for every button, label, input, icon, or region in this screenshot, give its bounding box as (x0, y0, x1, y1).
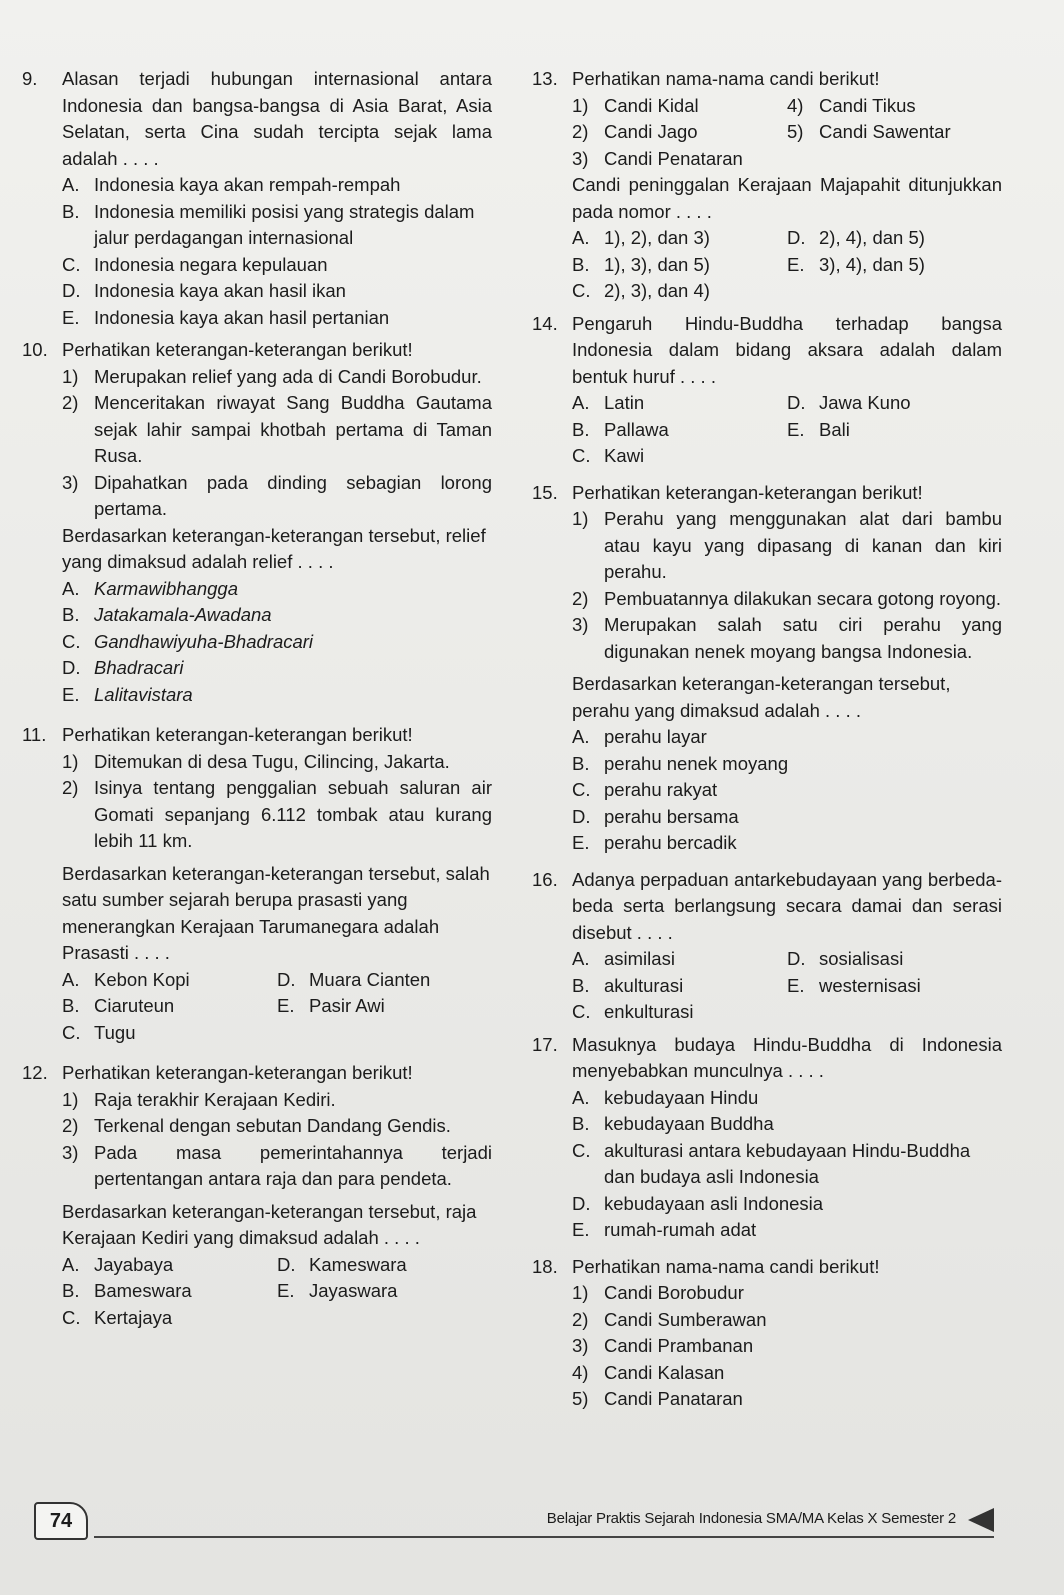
option-text: Muara Cianten (309, 968, 431, 990)
option-letter: B. (572, 418, 590, 440)
option (572, 252, 787, 279)
statement (787, 93, 1002, 120)
option-letter: B. (62, 1280, 80, 1301)
question-prompt: Candi peninggalan Kerajaan Majapahit ditunjukkan pada nomor . . . . (572, 174, 1002, 222)
option (22, 682, 492, 709)
option-letter: C. (62, 1306, 81, 1328)
option-text: Lalitavistara (94, 683, 193, 705)
question-number: 9. (22, 68, 38, 89)
option-letter: B. (572, 253, 590, 275)
question-prompt: Berdasarkan keterangan-keterangan tersebut, salah satu sumber sejarah berupa prasasti yang menerangkan Kerajaan Tarumanegara adalah Prasasti . . . . (62, 862, 490, 963)
question-17 (532, 1032, 1002, 1244)
question-stem: Perhatikan nama-nama candi berikut! (572, 1255, 880, 1277)
option (572, 946, 787, 973)
option-text: Indonesia negara kepulauan (94, 253, 328, 275)
option-text: enkulturasi (604, 1001, 694, 1022)
statement-text: Merupakan relief yang ada di Candi Borobudur. (94, 365, 482, 387)
statement (532, 1280, 1002, 1307)
option-row (532, 973, 1002, 1000)
statement-number: 3) (572, 1335, 589, 1356)
statement (22, 1113, 492, 1140)
statement-text: Menceritakan riwayat Sang Buddha Gautama sejak lahir sampai khotbah pertama di Taman Rusa. (94, 392, 492, 466)
question-number: 14. (532, 312, 558, 334)
option-row (22, 1252, 492, 1279)
option (787, 252, 1002, 279)
statement-number: 1) (62, 365, 79, 387)
statement-text: Raja terakhir Kerajaan Kediri. (94, 1088, 336, 1110)
option-letter: D. (277, 1253, 296, 1275)
statement-text: Candi Kalasan (604, 1361, 725, 1383)
option-text: Bameswara (94, 1280, 192, 1301)
option-text: Kebon Kopi (94, 968, 190, 990)
option (572, 390, 787, 417)
option-row (22, 1305, 492, 1332)
option (22, 252, 492, 279)
option-letter: C. (572, 779, 591, 800)
option-letter: C. (572, 1139, 591, 1161)
option (532, 1138, 1002, 1191)
option-letter: B. (572, 1113, 590, 1134)
question-stem: Adanya perpaduan antarkebudayaan yang berbeda-beda serta berlangsung secara damai dan serasi disebut . . . . (572, 868, 1002, 943)
option-row (22, 993, 492, 1020)
option-text: rumah-rumah adat (604, 1219, 757, 1240)
option-text: perahu layar (604, 726, 707, 747)
option (22, 655, 492, 682)
option-letter: B. (62, 200, 80, 222)
option-row (532, 417, 1002, 444)
option (22, 172, 492, 199)
option-letter: A. (62, 968, 80, 990)
statement-text: Pada masa pemerintahannya terjadi pertentangan antara raja dan para pendeta. (94, 1141, 492, 1189)
option-text: 1), 3), dan 5) (604, 253, 710, 275)
question-stem: Pengaruh Hindu-Buddha terhadap bangsa Indonesia dalam bidang aksara adalah dalam bentuk huruf . . . . (572, 312, 1002, 387)
statement-text: Candi Penataran (604, 147, 743, 169)
statement-number: 2) (62, 777, 79, 798)
option (787, 417, 1002, 444)
option-letter: A. (62, 577, 80, 599)
option-text: Jayabaya (94, 1253, 174, 1275)
option-text: kebudayaan Buddha (604, 1113, 774, 1134)
option (787, 390, 1002, 417)
option (572, 225, 787, 252)
statement-text: Candi Tikus (819, 94, 916, 116)
statement-text: Pembuatannya dilakukan secara gotong royong. (604, 587, 1001, 609)
option (62, 1305, 277, 1332)
option-letter: A. (572, 227, 590, 248)
question-stem: Alasan terjadi hubungan internasional antara Indonesia dan bangsa-bangsa di Asia Barat, Asia Selatan, serta Cina sudah tercipta sejak lama adalah . . . . (62, 68, 492, 169)
question-stem: Perhatikan keterangan-keterangan berikut! (62, 1062, 413, 1083)
option-letter: E. (277, 995, 295, 1016)
statement-number: 4) (787, 94, 804, 116)
option-letter: B. (572, 752, 590, 774)
question-number: 11. (22, 724, 47, 745)
statement (22, 1087, 492, 1114)
option-letter: A. (572, 726, 590, 747)
option (787, 973, 1002, 1000)
option-row (532, 999, 1002, 1026)
option-text: Kawi (604, 445, 645, 466)
statement-text: Dipahatkan pada dinding sebagian lorong pertama. (94, 471, 492, 519)
question-number: 18. (532, 1255, 558, 1277)
question-prompt: Berdasarkan keterangan-keterangan tersebut, perahu yang dimaksud adalah . . . . (572, 673, 951, 721)
option-text: akulturasi (604, 974, 684, 996)
statement-number: 5) (787, 121, 804, 142)
statement-row (532, 146, 1002, 173)
question-14 (532, 311, 1002, 470)
option (22, 629, 492, 656)
statement (532, 586, 1002, 613)
option-letter: B. (572, 974, 590, 996)
option-letter: A. (62, 174, 80, 195)
question-13 (532, 66, 1002, 305)
option (532, 1111, 1002, 1138)
question-11 (22, 722, 492, 1046)
statement (22, 1140, 492, 1193)
option-letter: C. (572, 1001, 591, 1022)
question-stem: Masuknya budaya Hindu-Buddha di Indonesia menyebabkan munculnya . . . . (572, 1033, 1002, 1081)
statement-text: Candi Prambanan (604, 1335, 754, 1356)
option-row (532, 225, 1002, 252)
question-stem: Perhatikan keterangan-keterangan berikut! (62, 724, 413, 745)
option-letter: D. (787, 948, 806, 969)
option (62, 1278, 277, 1305)
statement (22, 775, 492, 855)
option (532, 751, 1002, 778)
statement-number: 5) (572, 1388, 589, 1409)
option-letter: D. (572, 805, 591, 827)
question-stem: Perhatikan keterangan-keterangan berikut! (572, 481, 923, 503)
statement-row (532, 119, 1002, 146)
statement-text: Terkenal dengan sebutan Dandang Gendis. (94, 1115, 451, 1136)
option (532, 804, 1002, 831)
statement-number: 2) (572, 1308, 589, 1330)
option-letter: C. (62, 253, 81, 275)
question-stem: Perhatikan keterangan-keterangan berikut! (62, 339, 413, 360)
option-letter: A. (62, 1253, 80, 1275)
option (532, 777, 1002, 804)
option (277, 1252, 492, 1279)
option-text: Indonesia kaya akan hasil ikan (94, 280, 346, 301)
question-12 (22, 1060, 492, 1331)
statement-number: 3) (62, 471, 79, 493)
statement-row (532, 93, 1002, 120)
option-text: kebudayaan Hindu (604, 1086, 759, 1108)
option-text: Pallawa (604, 418, 669, 440)
option (572, 443, 787, 470)
option-text: Bali (819, 418, 850, 440)
statement (532, 506, 1002, 586)
statement (22, 390, 492, 470)
statement-text: Candi Jago (604, 121, 698, 142)
arrow-left-icon (968, 1508, 994, 1532)
option-letter: E. (787, 974, 805, 996)
option-row (532, 946, 1002, 973)
option-letter: D. (277, 968, 296, 990)
statement (787, 119, 1002, 146)
option-letter: A. (572, 1086, 590, 1108)
statement-text: Perahu yang menggunakan alat dari bambu atau kayu yang dipasang di kanan dan kiri perahu. (604, 508, 1002, 582)
statement-number: 1) (62, 750, 79, 772)
question-prompt: Berdasarkan keterangan-keterangan tersebut, raja Kerajaan Kediri yang dimaksud adalah . . . . (62, 1200, 477, 1248)
statement-number: 3) (62, 1141, 79, 1163)
option-text: perahu bersama (604, 805, 739, 827)
question-16 (532, 867, 1002, 1026)
statement-number: 1) (572, 508, 589, 529)
option-text: Bhadracari (94, 657, 184, 678)
statement-number: 2) (62, 392, 79, 413)
option-text: Kertajaya (94, 1306, 173, 1328)
option (572, 973, 787, 1000)
statement (572, 146, 787, 173)
left-column (22, 66, 492, 1331)
question-number: 17. (532, 1033, 558, 1055)
option-text: Tugu (94, 1021, 136, 1043)
option-text: 2), 4), dan 5) (819, 227, 925, 248)
statement-text: Candi Sumberawan (604, 1308, 767, 1330)
option-row (532, 390, 1002, 417)
option-letter: C. (572, 445, 591, 466)
option-text: 1), 2), dan 3) (604, 227, 710, 248)
option-text: 2), 3), dan 4) (604, 280, 710, 301)
option-letter: E. (787, 418, 805, 440)
statement (22, 749, 492, 776)
statement-text: Ditemukan di desa Tugu, Cilincing, Jakarta. (94, 750, 450, 772)
option-text: Jawa Kuno (819, 392, 911, 413)
question-stem: Perhatikan nama-nama candi berikut! (572, 68, 880, 89)
statement-number: 3) (572, 614, 589, 635)
option-row (532, 252, 1002, 279)
statement-number: 1) (62, 1088, 79, 1110)
statement (572, 119, 787, 146)
statement-number: 3) (572, 147, 589, 169)
statement-text: Candi Borobudur (604, 1282, 744, 1303)
option (277, 1278, 492, 1305)
footer-rule (94, 1536, 994, 1538)
option (572, 417, 787, 444)
option (22, 305, 492, 332)
option-text: Ciaruteun (94, 995, 175, 1016)
option-text: westernisasi (819, 974, 921, 996)
option (277, 967, 492, 994)
option-letter: A. (572, 948, 590, 969)
option (22, 602, 492, 629)
book-title: Belajar Praktis Sejarah Indonesia SMA/MA Kelas X Semester 2 (546, 1510, 956, 1527)
option-text: Kameswara (309, 1253, 407, 1275)
statement-number: 2) (62, 1115, 79, 1136)
statement (572, 93, 787, 120)
question-9 (22, 66, 492, 331)
option-letter: D. (787, 392, 806, 413)
question-prompt: Berdasarkan keterangan-keterangan tersebut, relief yang dimaksud adalah relief . . . . (62, 524, 486, 572)
option-text: Pasir Awi (309, 995, 385, 1016)
statement-text: Merupakan salah satu ciri perahu yang digunakan nenek moyang bangsa Indonesia. (604, 614, 1002, 662)
option-row (532, 443, 1002, 470)
question-18 (532, 1254, 1002, 1413)
option-text: Jatakamala-Awadana (94, 604, 272, 625)
statement (532, 1307, 1002, 1334)
option-letter: C. (62, 630, 81, 652)
option-text: 3), 4), dan 5) (819, 253, 925, 275)
statement-number: 1) (572, 94, 589, 116)
option-letter: D. (62, 280, 81, 301)
option-row (22, 1278, 492, 1305)
statement (532, 1386, 1002, 1413)
option-row (22, 967, 492, 994)
question-number: 13. (532, 68, 558, 89)
option-letter: E. (62, 683, 80, 705)
option (62, 967, 277, 994)
question-15 (532, 480, 1002, 857)
option (22, 199, 492, 252)
statement-text: Candi Panataran (604, 1388, 743, 1409)
option-letter: D. (62, 657, 81, 678)
option (62, 993, 277, 1020)
statement (532, 1333, 1002, 1360)
page-number: 74 (34, 1502, 88, 1540)
statement-text: Candi Sawentar (819, 121, 951, 142)
option (532, 1191, 1002, 1218)
option-letter: D. (787, 227, 806, 248)
option-text: Jayaswara (309, 1280, 398, 1301)
question-10 (22, 337, 492, 708)
option (572, 278, 787, 305)
option-letter: B. (62, 604, 80, 625)
option-letter: A. (572, 392, 590, 413)
option (22, 576, 492, 603)
right-column (532, 66, 1002, 1413)
option-text: kebudayaan asli Indonesia (604, 1192, 824, 1214)
option (532, 1217, 1002, 1244)
statement (532, 612, 1002, 665)
option-text: Indonesia kaya akan hasil pertanian (94, 306, 390, 328)
option-letter: C. (572, 280, 591, 301)
option-text: Karmawibhangga (94, 577, 238, 599)
option-text: Gandhawiyuha-Bhadracari (94, 630, 314, 652)
statement (532, 1360, 1002, 1387)
option (532, 1085, 1002, 1112)
option-text: Indonesia kaya akan rempah-rempah (94, 174, 401, 195)
option-letter: E. (572, 1219, 590, 1240)
option-row (532, 278, 1002, 305)
statement-number: 2) (572, 587, 589, 609)
option (532, 830, 1002, 857)
statement (22, 364, 492, 391)
option-text: akulturasi antara kebudayaan Hindu-Buddha dan budaya asli Indonesia (604, 1139, 971, 1187)
option (787, 225, 1002, 252)
statement-number: 4) (572, 1361, 589, 1383)
option-letter: B. (62, 995, 80, 1016)
question-number: 12. (22, 1062, 48, 1083)
option (787, 946, 1002, 973)
option (62, 1020, 277, 1047)
option-letter: C. (62, 1021, 81, 1043)
option-text: perahu rakyat (604, 779, 718, 800)
statement-number: 1) (572, 1282, 589, 1303)
option-letter: E. (277, 1280, 295, 1301)
statement-text: Isinya tentang penggalian sebuah saluran air Gomati sepanjang 6.112 tombak atau kurang lebih 11 km. (94, 777, 492, 851)
option-text: perahu bercadik (604, 832, 737, 853)
option (277, 993, 492, 1020)
question-number: 10. (22, 339, 48, 360)
option-text: sosialisasi (819, 948, 904, 969)
option (22, 278, 492, 305)
option (572, 999, 787, 1026)
option-text: perahu nenek moyang (604, 752, 789, 774)
question-number: 16. (532, 868, 558, 890)
statement (22, 470, 492, 523)
page-footer (34, 1502, 994, 1542)
option (532, 724, 1002, 751)
statement-text: Candi Kidal (604, 94, 699, 116)
question-number: 15. (532, 481, 558, 503)
option-text: asimilasi (604, 948, 675, 969)
option-text: Latin (604, 392, 645, 413)
option-letter: E. (787, 253, 805, 275)
option-letter: D. (572, 1192, 591, 1214)
option (62, 1252, 277, 1279)
option-text: Indonesia memiliki posisi yang strategis dalam jalur perdagangan internasional (94, 200, 475, 248)
option-letter: E. (62, 306, 80, 328)
option-letter: E. (572, 832, 590, 853)
option-row (22, 1020, 492, 1047)
statement-number: 2) (572, 121, 589, 142)
